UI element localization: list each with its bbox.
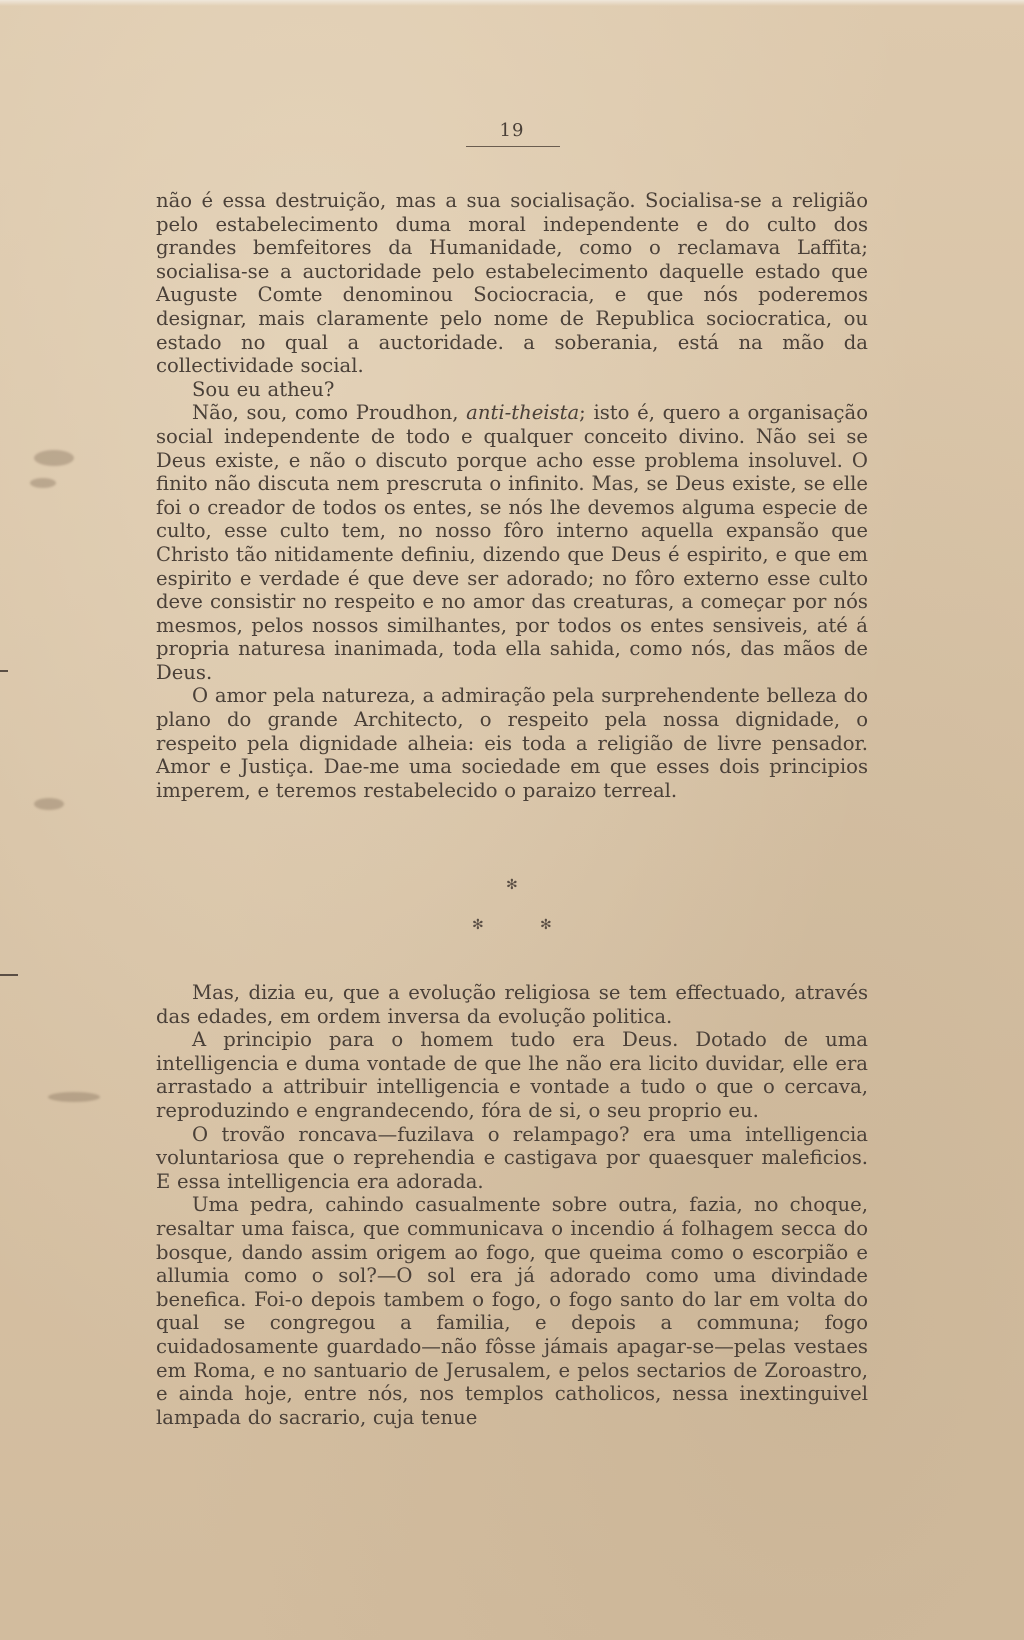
paragraph xyxy=(156,401,868,684)
paragraph-text: ; isto é, quero a organisação social independente de todo e qualquer conceito divino. Não sei se Deus existe, e não o discuto porque acho esse problema insoluvel. O finito não discuta nem prescruta o infinito. Mas, se Deus existe, se elle foi o creador de todos os entes, se nós lhe devemos alguma especie de culto, esse culto tem, no nosso fôro interno aquella expansão que Christo tão nitidamente definiu, dizendo que Deus é espirito, e que em espirito e verdade é que deve ser adorado; no fôro externo esse culto deve consistir no respeito e no amor das creaturas, a começar por nós mesmos, pelos nossos similhantes, por todos os entes sensiveis, até á propria naturesa inanimada, toda ella sahida, como nós, das mãos de Deus. xyxy=(156,401,868,684)
page-number-rule xyxy=(466,146,560,147)
paper-stain xyxy=(34,450,74,466)
paper-mark xyxy=(0,974,18,976)
text-block-upper xyxy=(156,189,868,802)
asterisk-ornament: ✻ xyxy=(540,917,552,933)
paragraph: Sou eu atheu? xyxy=(192,377,335,401)
paragraph: A principio para o homem tudo era Deus. Dotado de uma intelligencia e duma vontade de que lhe não era licito duvidar, elle era arrastado a attribuir intelligencia e vontade a tudo o que o cercava, reproduzindo e engrandecendo, fóra de si, o seu proprio eu. xyxy=(156,1028,868,1122)
paragraph-text: Não, sou, como Proudhon, xyxy=(192,401,467,425)
paper-stain xyxy=(48,1092,100,1102)
asterisk-ornament: ✻ xyxy=(506,877,518,893)
page-number: 19 xyxy=(499,120,525,141)
paragraph: O amor pela natureza, a admiração pela surprehendente belleza do plano do grande Architecto, o respeito pela nossa dignidade, o respeito pela dignidade alheia: eis toda a religião de livre pensador. Amor e Justiça. Dae-me uma sociedade em que esses dois principios imperem, e teremos restabelecido o paraizo terreal. xyxy=(156,684,868,802)
italic-term: anti-theista xyxy=(466,401,580,425)
paper-stain xyxy=(34,798,64,810)
paper-mark xyxy=(0,670,8,672)
text-block-lower xyxy=(156,981,868,1429)
paragraph: Uma pedra, cahindo casualmente sobre outra, fazia, no choque, resaltar uma faisca, que communicava o incendio á folhagem secca do bosque, dando assim origem ao fogo, que queima como o escorpião e allumia como o sol?—O sol era já adorado como uma divindade benefica. Foi-o depois tambem o fogo, o fogo santo do lar em volta do qual se congregou a familia, e depois a communa; fogo cuidadosamente guardado—não fôsse jámais apagar-se—pelas vestaes em Roma, e no santuario de Jerusalem, e pelos sectarios de Zoroastro, e ainda hoje, entre nós, nos templos catholicos, nessa inextinguivel lampada do sacrario, cuja tenue xyxy=(156,1193,868,1429)
paragraph: O trovão roncava—fuzilava o relampago? era uma intelligencia voluntariosa que o reprehendia e castigava por quaesquer maleficios. E essa intelligencia era adorada. xyxy=(156,1122,868,1193)
asterisk-ornament: ✻ xyxy=(472,917,484,933)
section-separator xyxy=(462,878,562,938)
page-top-edge xyxy=(0,0,1024,6)
paragraph: Mas, dizia eu, que a evolução religiosa se tem effectuado, através das edades, em ordem inversa da evolução politica. xyxy=(156,981,868,1028)
paper-stain xyxy=(30,478,56,488)
paragraph: não é essa destruição, mas a sua socialisação. Socialisa-se a religião pelo estabelecimento duma moral independente e do culto dos grandes bemfeitores da Humanidade, como o reclamava Laffita; socialisa-se a auctoridade pelo estabelecimento daquelle estado que Auguste Comte denominou Sociocracia, e que nós poderemos designar, mais claramente pelo nome de Republica sociocratica, ou estado no qual a auctoridade. a soberania, está na mão da collectividade social. xyxy=(156,189,868,378)
